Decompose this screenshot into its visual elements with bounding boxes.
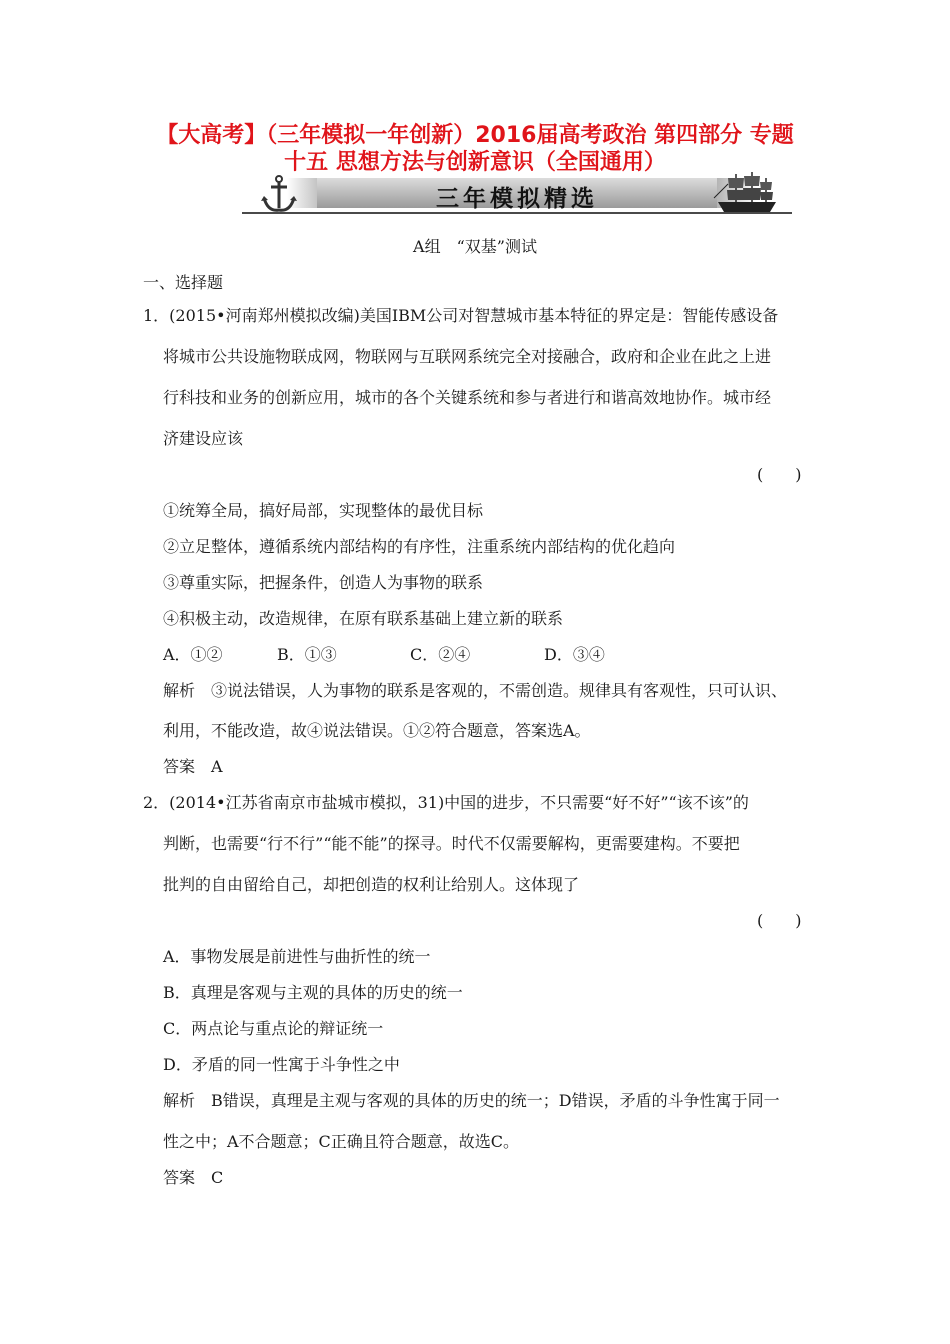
question-1-stem-line: 1．(2015•河南郑州模拟改编)美国IBM公司对智慧城市基本特征的界定是：智能传感设备 <box>143 306 779 325</box>
question-1-option-a: A．①② <box>163 645 223 664</box>
question-1-stem-line: 将城市公共设施物联成网，物联网与互联网系统完全对接融合，政府和企业在此之上进 <box>163 347 772 366</box>
question-2-option-d: D．矛盾的同一性寓于斗争性之中 <box>163 1055 400 1074</box>
question-1-answer: 答案 A <box>163 757 223 776</box>
question-1-option-b: B．①③ <box>277 645 337 664</box>
question-1-statement: ①统筹全局，搞好局部，实现整体的最优目标 <box>163 501 484 520</box>
question-2-stem-line: 批判的自由留给自己，却把创造的权利让给别人。这体现了 <box>163 875 580 894</box>
banner-underline <box>242 212 792 214</box>
question-2-stem-line: 2．(2014•江苏省南京市盐城市模拟，31)中国的进步，不只需要“好不好”“该不该”的 <box>143 793 749 812</box>
section-banner <box>242 170 792 216</box>
document-title-line-1: 【大高考】（三年模拟一年创新）2016届高考政治 第四部分 专题 <box>156 123 794 148</box>
question-2-option-b: B．真理是客观与主观的具体的历史的统一 <box>163 983 463 1002</box>
question-1-analysis-line: 解析 ③说法错误，人为事物的联系是客观的，不需创造。规律具有客观性，只可认识、 <box>163 681 788 700</box>
question-2-answer: 答案 C <box>163 1168 224 1187</box>
question-1-option-d: D．③④ <box>544 645 605 664</box>
group-heading: A组 “双基”测试 <box>413 237 537 256</box>
question-1-statement: ②立足整体，遵循系统内部结构的有序性，注重系统内部结构的优化趋向 <box>163 537 676 556</box>
anchor-icon <box>260 174 298 214</box>
question-1-stem-line: 行科技和业务的创新应用，城市的各个关键系统和参与者进行和谐高效地协作。城市经 <box>163 388 772 407</box>
question-1-statement: ④积极主动，改造规律，在原有联系基础上建立新的联系 <box>163 609 564 628</box>
banner-title: 三年模拟精选 <box>436 186 598 212</box>
question-2-answer-bracket: ( ) <box>757 911 802 930</box>
question-2-analysis-line: 解析 B错误，真理是主观与客观的具体的历史的统一；D错误，矛盾的斗争性寓于同一 <box>163 1091 780 1110</box>
question-2-stem-line: 判断，也需要“行不行”“能不能”的探寻。时代不仅需要解构，更需要建构。不要把 <box>163 834 740 853</box>
question-2-option-c: C．两点论与重点论的辩证统一 <box>163 1019 384 1038</box>
document-title-line-2: 十五 思想方法与创新意识（全国通用） <box>284 150 666 175</box>
question-1-statement: ③尊重实际，把握条件，创造人为事物的联系 <box>163 573 484 592</box>
question-1-stem-line: 济建设应该 <box>163 429 244 448</box>
question-1-option-c: C．②④ <box>410 645 471 664</box>
section-heading: 一、选择题 <box>143 273 224 292</box>
question-2-option-a: A．事物发展是前进性与曲折性的统一 <box>163 947 431 966</box>
question-1-analysis-line: 利用，不能改造，故④说法错误。①②符合题意，答案选A。 <box>163 721 591 740</box>
sailing-ship-icon <box>712 170 782 214</box>
question-2-analysis-line: 性之中；A不合题意；C正确且符合题意，故选C。 <box>163 1132 520 1151</box>
question-1-answer-bracket: ( ) <box>757 465 802 484</box>
